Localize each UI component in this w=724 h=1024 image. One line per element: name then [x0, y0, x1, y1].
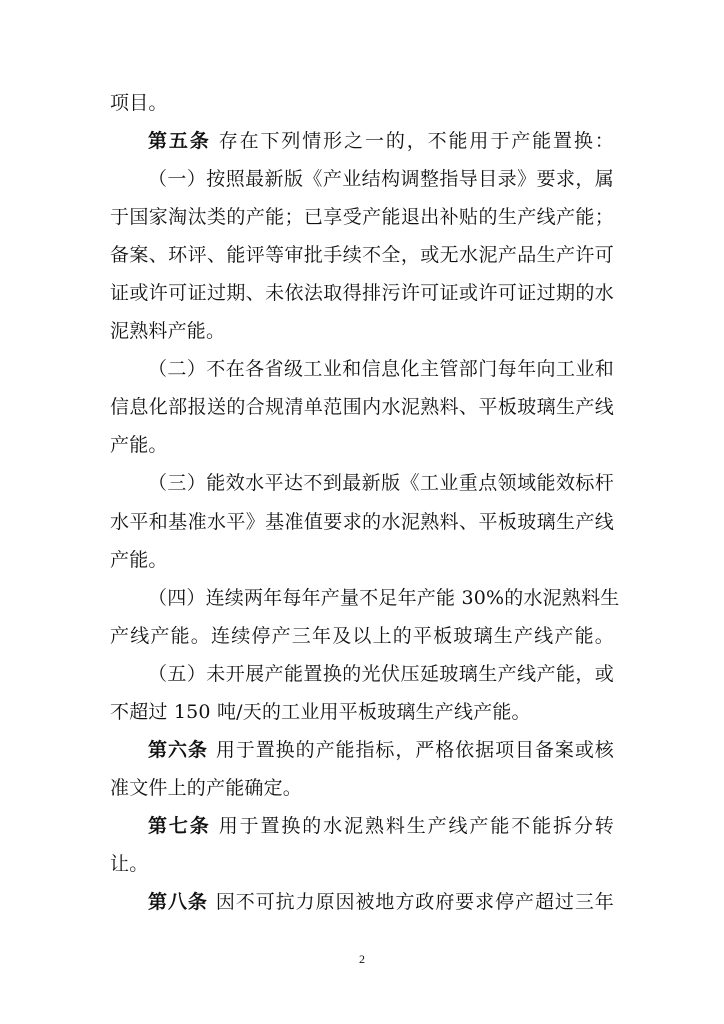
text-line: （五）未开展产能置换的光伏压延玻璃生产线产能，或 — [148, 663, 614, 685]
text-line: 于国家淘汰类的产能；已享受产能退出补贴的生产线产能； — [110, 206, 614, 228]
text-line: 项目。 — [110, 92, 168, 114]
text-line: 水平和基准水平》基准值要求的水泥熟料、平板玻璃生产线 — [110, 511, 614, 533]
text-line: 备案、环评、能评等审批手续不全，或无水泥产品生产许可 — [110, 244, 614, 266]
article-heading-line: 第五条 存在下列情形之一的，不能用于产能置换： — [148, 130, 614, 152]
article-heading-line: 第七条 用于置换的水泥熟料生产线产能不能拆分转 — [148, 815, 614, 837]
text-line: 产能。 — [110, 434, 168, 456]
text-line: 不超过 150 吨/天的工业用平板玻璃生产线产能。 — [110, 701, 531, 723]
article-number: 第五条 — [148, 130, 211, 152]
text-line: （三）能效水平达不到最新版《工业重点领域能效标杆 — [148, 472, 614, 494]
text-line: （二）不在各省级工业和信息化主管部门每年向工业和 — [148, 358, 614, 380]
text-line: 让。 — [110, 853, 149, 875]
text-line: 准文件上的产能确定。 — [110, 777, 303, 799]
text-line: 信息化部报送的合规清单范围内水泥熟料、平板玻璃生产线 — [110, 396, 614, 418]
text-line: 证或许可证过期、未依法取得排污许可证或许可证过期的水 — [110, 282, 614, 304]
text-line: 产能。 — [110, 549, 168, 571]
page-number: 2 — [359, 952, 365, 966]
text-line: 产线产能。连续停产三年及以上的平板玻璃生产线产能。 — [110, 625, 614, 647]
article-heading-line: 第八条 因不可抗力原因被地方政府要求停产超过三年 — [148, 891, 614, 913]
text-line: 泥熟料产能。 — [110, 320, 226, 342]
article-number: 第七条 — [148, 815, 211, 837]
text-line: （四）连续两年每年产量不足年产能 30%的水泥熟料生 — [148, 587, 620, 609]
article-heading-line: 第六条 用于置换的产能指标，严格依据项目备案或核 — [148, 739, 614, 761]
article-number: 第八条 — [148, 891, 208, 913]
text-line: （一）按照最新版《产业结构调整指导目录》要求，属 — [148, 168, 614, 190]
article-number: 第六条 — [148, 739, 208, 761]
